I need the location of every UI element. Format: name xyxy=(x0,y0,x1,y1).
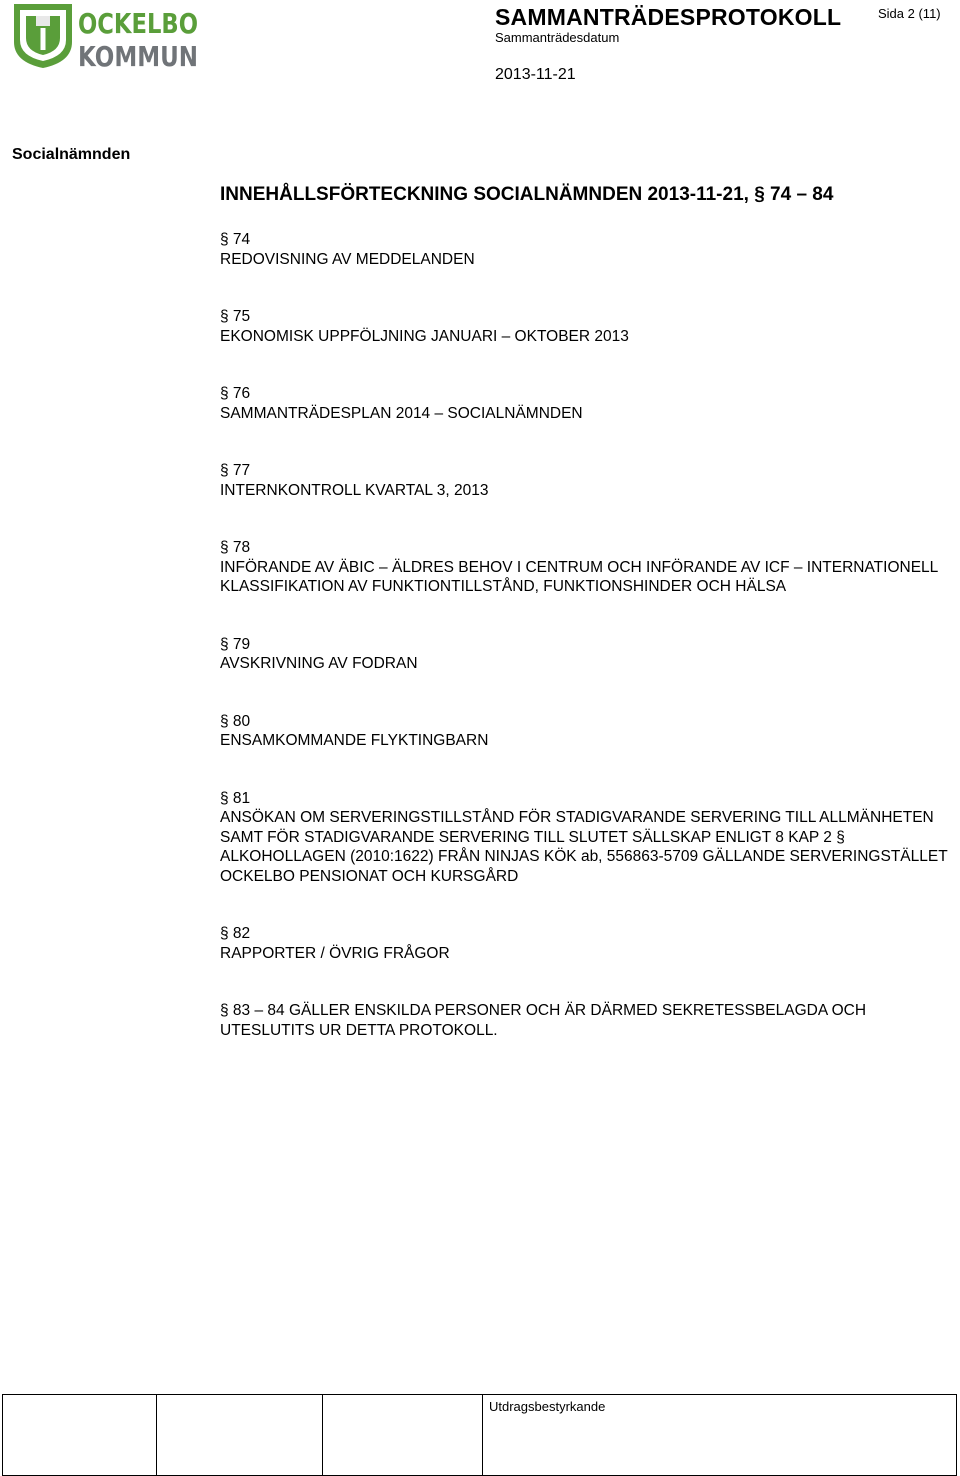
toc-entry-title: REDOVISNING AV MEDDELANDEN xyxy=(220,250,475,268)
toc-entry-title: AVSKRIVNING AV FODRAN xyxy=(220,655,418,672)
toc-entry-80 xyxy=(220,712,955,751)
toc-entry-number: § 80 xyxy=(220,712,251,730)
toc-entry-number: § 79 xyxy=(220,635,251,653)
signature-cell xyxy=(323,1395,483,1476)
toc-entry-title: INTERNKONTROLL KVARTAL 3, 2013 xyxy=(220,481,489,499)
toc-entry-title: RAPPORTER / ÖVRIG FRÅGOR xyxy=(220,944,450,962)
toc-entry-title: ANSÖKAN OM SERVERINGSTILLSTÅND FÖR STADIGVARANDE SERVERING TILL ALLMÄNHETEN SAMT FÖR STADIGVARANDE SERVERING TILL SLUTET SÄLLSKAP ENLIGT 8 KAP 2 § ALKOHOLLAGEN (2010:1622) FRÅN NINJAS KÖK ab, 556863-5709 GÄLLANDE SERVERINGSTÄLLET OCKELBO PENSIONAT OCH KURSGÅRD xyxy=(220,809,948,885)
signature-cell xyxy=(3,1395,157,1476)
meeting-date: 2013-11-21 xyxy=(495,66,576,83)
toc-entry-78 xyxy=(220,538,955,597)
signature-cell xyxy=(157,1395,323,1476)
toc-entry-81 xyxy=(220,789,955,887)
toc-entry-number: § 75 xyxy=(220,308,251,325)
toc-entry-75 xyxy=(220,307,955,346)
toc-entry-number: § 77 xyxy=(220,462,251,479)
extract-certification-cell: Utdragsbestyrkande xyxy=(483,1395,957,1476)
toc-entry-number: § 76 xyxy=(220,385,251,402)
table-of-contents xyxy=(220,230,955,1078)
logo-text-line1: OCKELBO xyxy=(78,7,198,40)
toc-entry-77 xyxy=(220,461,955,500)
signature-table xyxy=(2,1394,957,1476)
toc-heading: INNEHÅLLSFÖRTECKNING SOCIALNÄMNDEN 2013-11-21, § 74 – 84 xyxy=(220,184,834,205)
toc-entry-83-84: § 83 – 84 GÄLLER ENSKILDA PERSONER OCH ÄR DÄRMED SEKRETESSBELAGDA OCH UTESLUTITS UR DETTA PROTOKOLL. xyxy=(220,1002,867,1039)
toc-entry-79 xyxy=(220,635,955,674)
toc-entry-number: § 81 xyxy=(220,789,251,807)
toc-entry-number: § 78 xyxy=(220,539,251,556)
toc-entry-number: § 82 xyxy=(220,925,251,942)
toc-entry-title: SAMMANTRÄDESPLAN 2014 – SOCIALNÄMNDEN xyxy=(220,404,583,422)
page-number: Sida 2 (11) xyxy=(878,6,941,21)
date-label: Sammanträdesdatum xyxy=(495,30,620,45)
toc-entry-title: INFÖRANDE AV ÄBIC – ÄLDRES BEHOV I CENTRUM OCH INFÖRANDE AV ICF – INTERNATIONELL KLASSIFIKATION AV FUNKTIONTILLSTÅND, FUNKTIONSHINDER OCH HÄLSA xyxy=(220,558,938,595)
toc-entry-number: § 74 xyxy=(220,231,251,248)
toc-entry-title: ENSAMKOMMANDE FLYKTINGBARN xyxy=(220,732,489,749)
logo-text-line2: KOMMUN xyxy=(78,40,198,73)
toc-entry-76 xyxy=(220,384,955,423)
municipal-crest-icon xyxy=(12,2,202,73)
toc-entry-82 xyxy=(220,924,955,963)
toc-entry-74 xyxy=(220,230,955,269)
document-title: SAMMANTRÄDESPROTOKOLL xyxy=(495,4,842,30)
toc-entry-title: EKONOMISK UPPFÖLJNING JANUARI – OKTOBER 2013 xyxy=(220,327,629,345)
ockelbo-kommun-logo xyxy=(12,2,202,73)
board-name: Socialnämnden xyxy=(12,146,131,163)
